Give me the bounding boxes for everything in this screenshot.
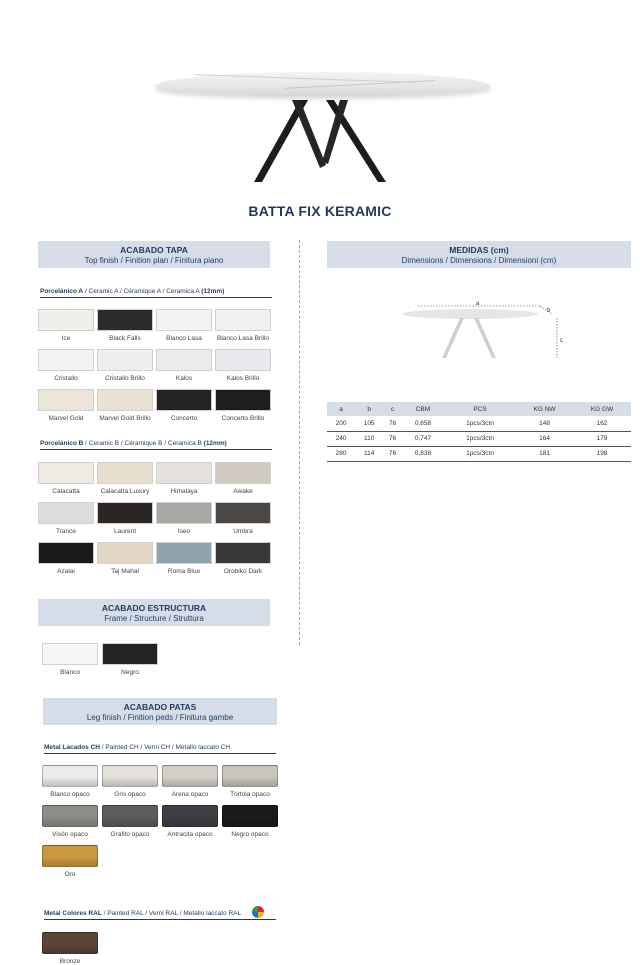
swatch-label: Negro opaco — [231, 831, 269, 838]
swatch-trance[interactable] — [38, 502, 94, 535]
swatch-grafito-opaco[interactable] — [102, 805, 158, 838]
swatch-blanco-lasa[interactable] — [156, 309, 212, 342]
table-cell: 198 — [573, 446, 631, 461]
table-cell: 110 — [355, 431, 383, 446]
table-cell: 179 — [573, 431, 631, 446]
ral-color-wheel-icon — [252, 906, 264, 918]
swatch-label: Bronze — [59, 958, 81, 965]
table-cell: 1pcs/3ctn — [444, 446, 516, 461]
swatch-chip — [156, 349, 212, 371]
swatch-chip — [162, 765, 218, 787]
swatch-label: Trance — [56, 528, 76, 535]
swatch-bronze[interactable] — [42, 932, 98, 965]
swatch-label: Antracita opaco — [167, 831, 213, 838]
swatch-chip — [102, 805, 158, 827]
table-cell: 76 — [383, 416, 402, 431]
swatch-chip — [97, 389, 153, 411]
swatch-chip — [215, 349, 271, 371]
swatch-chip — [38, 462, 94, 484]
swatch-taj-mahal[interactable] — [97, 542, 153, 575]
swatch-label: Roma Blue — [167, 568, 201, 575]
leg-finish-subtitle: Leg finish / Finition peds / Finitura gambe — [86, 713, 234, 722]
swatch-cristallo[interactable] — [38, 349, 94, 382]
dimensions-band — [327, 241, 631, 268]
swatch-label: Awake — [233, 488, 253, 495]
diagram-label-a: a — [476, 301, 480, 307]
swatch-marvel-gold[interactable] — [38, 389, 94, 422]
ral-heading: Metal Colores RAL / Painted RAL / Verni RAL / Metallo laccato RAL — [44, 910, 276, 920]
swatch-chip — [215, 502, 271, 524]
swatch-label: Blanco Lasa — [166, 335, 202, 342]
swatch-chip — [215, 309, 271, 331]
table-cell: 200 — [327, 416, 355, 431]
table-cell: 105 — [355, 416, 383, 431]
swatch-chip — [42, 805, 98, 827]
table-cell: 1pcs/3ctn — [444, 416, 516, 431]
diagram-label-c: c — [560, 338, 563, 344]
swatch-chip — [38, 349, 94, 371]
swatch-chip — [38, 389, 94, 411]
swatch-label: Blanco opaco — [50, 791, 90, 798]
swatch-chip — [102, 765, 158, 787]
table-header-b: b — [355, 402, 383, 416]
dimensions-title: MEDIDAS (cm) — [449, 245, 509, 255]
table-cell: 148 — [516, 416, 573, 431]
swatch-negro-opaco[interactable] — [222, 805, 278, 838]
dimensions-table-body — [327, 416, 631, 461]
diagram-label-b: b — [547, 308, 551, 314]
swatch-label: Orobiko Dark — [223, 568, 263, 575]
table-cell: 280 — [327, 446, 355, 461]
swatch-antracita-opaco[interactable] — [162, 805, 218, 838]
swatch-label: Marvel Gold — [48, 415, 84, 422]
swatch-chip — [42, 765, 98, 787]
swatch-chip — [42, 845, 98, 867]
swatch-chip — [38, 502, 94, 524]
table-cell: 0,747 — [402, 431, 444, 446]
table-header-a: a — [327, 402, 355, 416]
swatch-chip — [97, 502, 153, 524]
swatch-concerto-brillo[interactable] — [215, 389, 271, 422]
swatch-chip — [102, 643, 158, 665]
product-image — [150, 60, 495, 190]
swatch-label: Visón opaco — [52, 831, 88, 838]
table-row — [327, 446, 631, 461]
swatch-concerto[interactable] — [156, 389, 212, 422]
swatch-laurent[interactable] — [97, 502, 153, 535]
table-cell: 114 — [355, 446, 383, 461]
group-a-heading: Porcelánico A / Ceramic A / Céramique A / Ceramica A (12mm) — [40, 288, 272, 298]
table-row — [327, 416, 631, 431]
leg-finish-title: ACABADO PATAS — [123, 702, 197, 712]
swatch-label: Marvel Gold Brillo — [99, 415, 151, 422]
swatch-chip — [215, 542, 271, 564]
swatch-chip — [38, 542, 94, 564]
swatch-chip — [97, 309, 153, 331]
table-cell: 76 — [383, 446, 402, 461]
dimensions-subtitle: Dimensions / Dimensions / Dimensioni (cm) — [401, 256, 557, 265]
swatch-label: Himalaya — [170, 488, 198, 495]
swatch-gris-opaco[interactable] — [102, 765, 158, 798]
swatch-label: Black Falls — [109, 335, 141, 342]
table-header-kg-nw: KG NW — [516, 402, 573, 416]
swatch-label: Taj Mahal — [111, 568, 139, 575]
table-header-c: c — [383, 402, 402, 416]
swatch-awake[interactable] — [215, 462, 271, 495]
swatch-chip — [42, 643, 98, 665]
top-finish-title: ACABADO TAPA — [120, 245, 188, 255]
swatch-label: Negro — [121, 669, 139, 676]
table-row — [327, 431, 631, 446]
table-legs — [150, 60, 495, 190]
column-divider — [299, 240, 300, 645]
swatch-label: Gris opaco — [114, 791, 146, 798]
swatch-chip — [38, 309, 94, 331]
swatch-blanco[interactable] — [42, 643, 98, 676]
swatch-chip — [156, 542, 212, 564]
swatch-chip — [156, 389, 212, 411]
swatch-chip — [97, 349, 153, 371]
swatch-chip — [97, 542, 153, 564]
group-b-heading: Porcelánico B / Ceramic B / Céramique B / Ceramica B (12mm) — [40, 440, 272, 450]
dimension-diagram — [400, 300, 570, 370]
swatch-label: Grafito opaco — [110, 831, 150, 838]
leg-finish-band — [43, 698, 277, 725]
swatch-blanco-opaco[interactable] — [42, 765, 98, 798]
table-header-kg-gw: KG GW — [573, 402, 631, 416]
swatch-label: Arena opaco — [171, 791, 209, 798]
swatch-chip — [222, 805, 278, 827]
swatch-orobiko-dark[interactable] — [215, 542, 271, 575]
swatch-cristallo-brillo[interactable] — [97, 349, 153, 382]
swatch-calacatta[interactable] — [38, 462, 94, 495]
swatch-label: Tórtola opaco — [230, 791, 270, 798]
table-cell: 181 — [516, 446, 573, 461]
swatch-chip — [156, 462, 212, 484]
product-title: BATTA FIX KERAMIC — [248, 203, 392, 219]
swatch-vison-opaco[interactable] — [42, 805, 98, 838]
swatch-label: Ice — [61, 335, 71, 342]
swatch-label: Blanco — [60, 669, 80, 676]
table-header-cbm: CBM — [402, 402, 444, 416]
swatch-label: Concerto Brillo — [221, 415, 265, 422]
swatch-label: Iseo — [177, 528, 191, 535]
table-cell: 0,838 — [402, 446, 444, 461]
swatch-chip — [42, 932, 98, 954]
swatch-arena-opaco[interactable] — [162, 765, 218, 798]
swatch-umbra[interactable] — [215, 502, 271, 535]
swatch-roma-blue[interactable] — [156, 542, 212, 575]
swatch-label: Cristallo — [54, 375, 78, 382]
swatch-label: Calacatta — [52, 488, 80, 495]
top-finish-subtitle: Top finish / Finition plan / Finitura piano — [84, 256, 224, 265]
swatch-chip — [162, 805, 218, 827]
swatch-black-falls[interactable] — [97, 309, 153, 342]
swatch-label: Blanco Lasa Brillo — [216, 335, 270, 342]
swatch-label: Laurent — [113, 528, 137, 535]
swatch-label: Cristallo Brillo — [105, 375, 145, 382]
swatch-marvel-gold-brillo[interactable] — [97, 389, 153, 422]
swatch-label: Kalos Brillo — [226, 375, 260, 382]
swatch-oro[interactable] — [42, 845, 98, 878]
swatch-blanco-lasa-brillo[interactable] — [215, 309, 271, 342]
dimensions-table — [327, 402, 631, 462]
swatch-chip — [222, 765, 278, 787]
table-cell: 76 — [383, 431, 402, 446]
dimensions-table-header — [327, 402, 631, 416]
table-cell: 164 — [516, 431, 573, 446]
swatch-chip — [156, 309, 212, 331]
swatch-tortola-opaco[interactable] — [222, 765, 278, 798]
frame-finish-band — [38, 599, 270, 626]
table-cell: 1pcs/3ctn — [444, 431, 516, 446]
swatch-himalaya[interactable] — [156, 462, 212, 495]
swatch-label: Kalos — [175, 375, 193, 382]
swatch-ice[interactable] — [38, 309, 94, 342]
swatch-kalos[interactable] — [156, 349, 212, 382]
swatch-label: Azalai — [57, 568, 75, 575]
swatch-label: Concerto — [170, 415, 198, 422]
swatch-iseo[interactable] — [156, 502, 212, 535]
swatch-label: Oro — [64, 871, 76, 878]
swatch-chip — [156, 502, 212, 524]
table-header-pcs: PCS — [444, 402, 516, 416]
swatch-calacatta-luxury[interactable] — [97, 462, 153, 495]
swatch-chip — [215, 389, 271, 411]
lacados-heading: Metal Lacados CH / Painted CH / Verni CH / Metallo laccato CH — [44, 744, 276, 754]
swatch-negro[interactable] — [102, 643, 158, 676]
swatch-label: Umbra — [233, 528, 253, 535]
swatch-kalos-brillo[interactable] — [215, 349, 271, 382]
frame-finish-subtitle: Frame / Structure / Struttura — [104, 614, 204, 623]
table-cell: 162 — [573, 416, 631, 431]
table-cell: 240 — [327, 431, 355, 446]
table-cell: 0,658 — [402, 416, 444, 431]
top-finish-band — [38, 241, 270, 268]
swatch-label: Calacatta Luxury — [100, 488, 150, 495]
swatch-azalai[interactable] — [38, 542, 94, 575]
swatch-chip — [215, 462, 271, 484]
frame-finish-title: ACABADO ESTRUCTURA — [101, 603, 207, 613]
swatch-chip — [97, 462, 153, 484]
